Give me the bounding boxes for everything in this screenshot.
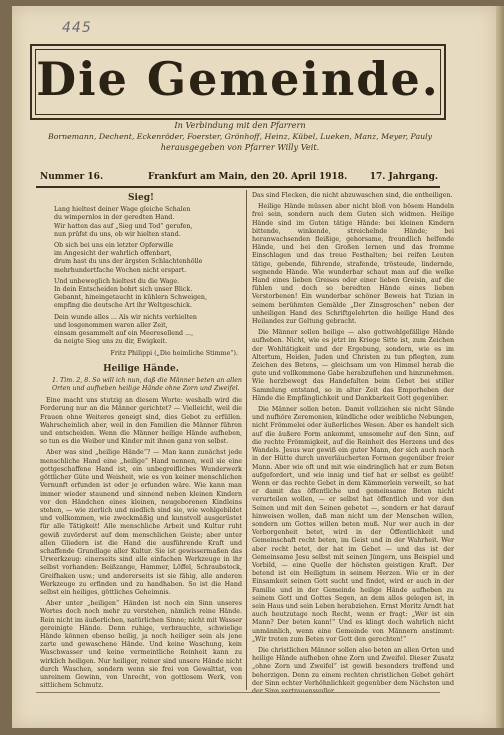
poem-line: Ob sich bei uns ein letzter Opferwille [54,242,174,250]
poem-line: Und unbeweglich hieltest du die Wage. [54,277,180,285]
masthead-line-2: Bornemann, Dechent, Eckenröder, Foerster, Grönhoff, Heinz, Kübel, Lueken, Manz, Meyer, Pauly [47,132,433,141]
article-paragraph: Aber was sind „heilige Hände“? — Man kann zunächst jede menschliche Hand eine „heilige“ Hand nennen, weil sie eine gottgeschaffene Hand ist, ein unbegreifliches Wunderwerk göttlicher Güte und Weisheit, wie es von keiner menschlichen Vernunft erfunden ist oder je erfunden wäre. Wie kann man immer wieder staunend und sinnend neben kleinen Kindern vor den Händchen eines kleinen, neugeborenen Kindleins stehen, — wie zierlich und niedlich sind sie, wie wohlgebildet und vollkommen, wie zweckmäßig und kunstvoll ausgerüstet für alle Tätigkeit! Alle menschliche Arbeit und Kultur ruht gewiß zuvörderst auf dem menschlichen Geiste; aber unter allen Gliedern ist die Hand die ausführende Kraft und schaffende Grundlage aller Kultur. Sie ist gewissermaßen das Urwerkzeug: einerseits sind alle einfachen Werkzeuge in ihr selbst vorhanden: Beißzange, Hammer, Löffel, Schraubstock, Greifhaken usw.; und andererseits ist sie fähig, alle anderen Werkzeuge zu erfinden und zu handhaben. So ist die Hand selbst ein heiliges, göttliches Geheimnis. [40,449,242,596]
poem-line: Gebannt, hineingetaucht in kühlern Schweigen, [54,294,207,302]
article-paragraph: Die christlichen Männer sollen also beten an allen Orten und heilige Hände aufheben ohne Zorn und Zweifel. Dieser Zusatz „ohne Zorn und Zweifel“ ist gewiß besonders treffend und beherzigen. Denn zu einem rechten christlichen Gebet gehört der Sinn echter Verhöhnlichkeit gegenüber dem Nächsten und [252,646,454,687]
bottom-rule [36,692,440,693]
poem-line: Lang hieltest deiner Wage gleiche Schalen [54,206,191,214]
poem-line: da neigte Sieg uns zu dir, Ewigkeit. [54,338,168,346]
poem-line: Dein wunde alles ... Als wir nichts verhielten [54,313,197,321]
poem [54,206,242,346]
article-paragraph: Die Männer sollen beten. Damit vollziehen sie nicht Sünde und nufhöre Zeremonien, kündliche oder weibliche Nebungen, nicht Frömmelei oder äußerliches Wesen. Aber es handelt sich auf die äußere Form ankommt, umsomehr auf den Sinn, auf die rechte Frömmigkeit, auf die Reinheit des Herzens und des Wandels. Jesus war gewiß ein guter Mann, der sich auch nach in der Hütte durch unverläucherten Formen gegenüber freier Mann. Aber wie oft und mit wie eindringlich hat er zum Beten aufgefordert, und wie innig und tief hat er selbst es geübt! Wenn er das rechte Gebet in dem Kämmerlein verweilt, so hat er damit das öffentliche und gemeinsame Beten nicht verurteilen wollen, — er selbst hat öffentlich und vor den Seinen und mit den Seinen gebetet —, sondern er hat darauf hinweisen wollen, daß man nicht um der Menschen willen, sondern um Gottes willen beten muß. Nur wer auch in der Verborgenheit betet, wird in der Öffentlichkeit und Gemeinschaft recht beten, im Geist und in der Wahrheit. Wer aber recht betet, der hat im Gebet — und das ist der Gemeinsame Jesu selbst mit seinen Jüngern, uns Beispiel und Vorbild, — eine Quelle der höchsten geistigen Kraft. Der betend ist ein Heiligtum in seinem Herzen. Wie er in der Einsamkeit seinen Gott sucht und findet, wird er auch in der Familie und in der Gemeinde heilige Hände aufheben zu seinem Gott und Gottes Segen, an dem alles gelegen ist, in sein Haus und sein Leben herabziehen. Ernst Moritz Arndt hat auch heutzutage noch Recht, wenn er fragt: „Wer ist ein Mann? Der beten kann!“ Und es klingt doch wahrlich nicht unmännlich, wenn eine Gemeinde von Männern anstimmt: „Wir treten zum Beten vor Gott den gerechten!“ [252,406,454,643]
poem-credit: Fritz Philippi („Die heimliche Stimme“). [110,350,238,358]
article-epigraph: 1. Tim. 2, 8. So will ich nun, daß die Männer beten an allen Orten und aufheben heilige Hände ohne Zorn und Zweifel. [52,376,242,393]
article-title: Heilige Hände. [103,363,179,374]
column-rule [246,190,247,690]
article-paragraph: Aber unter „heiligen“ Händen ist noch ein Sinn unseres Wortes doch noch mehr zu verstehen, nämlich reine Hände. Rein nicht im äußerlichen, natürlichen Sinne; nicht mit Wasser gereinigte Hände. Denn ruhige, verbrauchte, schwielige Hände können ebenso heilig, ja noch heiliger sein als jene zarte und gewaschene Hände. Und keine Waschung, kein Waschwasser und keine vermeintliche Reinheit kann zu wirklich heiligen. Nur heiliger, reiner sind unsere Hände nicht durch Waschen, sondern wenn sie frei von Gewalttat, von unreinem Gewinn, von Unrecht, von gottlosem Werk, von sittlichem Schmutz. [40,600,242,690]
poem-title: Sieg! [128,193,154,203]
poem-line: im Angesicht der wahrlich offenbart, [54,250,172,258]
article-paragraph: Das sind Flecken, die nicht abzuwaschen sind, die entheiligen. [252,192,453,199]
poem-line: empfing die deutsche Art ihr Weltgeschick. [54,302,193,310]
masthead-frame [30,44,446,120]
left-column [40,192,242,688]
issue-number: Nummer 16. [40,172,104,182]
poem-line: nun prüfst du uns, ob wir hielten stand. [54,230,181,238]
page-edge [496,6,504,728]
article-paragraph: Heilige Hände müssen aber nicht bloß von bösem Handeln frei sein, sondern auch dem Guten sich widmen. Heilige Hände sind im Guten tätige Hände: bei kleinen Kindern bittende, winkende, streichelnde Hände; bei heranwachsenden fleißige, gehorsame, freundlich helfende Hände, und bei den Großen lernen und das fromme Einschlagen und das treue Festhalten; bei reifen Leuten tätige, gebende, führende, strafende, trösteude, lindernde, segnende Hände. Wie wunderbar schaut man auf die welke Hand eines lieben Greises oder einer lieben Greisin, auf die fühlen und doch so beredten Hände eines lieben Verstorbenen! Ein wunderbar schöner Beweis hat Tizian in seinem berühmten Gemälde „Der Zinsgroschen“ neben der unheiligen Hand des Schriftgelehrten die heilige Hand des Heilandes zur Geltung gebracht. [252,203,454,326]
poem-line: einsam gesammelt auf ein Meeresellend ..., [54,330,194,338]
masthead-line-1: In Verbindung mit den Pfarrern [174,120,306,130]
right-column [252,192,454,688]
issue-date: Frankfurt am Main, den 20. April 1918. [148,172,348,182]
pencil-page-number: 445 [62,20,92,36]
article-paragraph: Die Männer sollen heilige — also gottwohlgefällige Hände aufheben. Nicht, wie es jetzt im Kriege Sitte ist, zum Zeichen der Wohltätigkeit und der Ergebung, sondern, wie es im Altertum, Heiden, Juden und Christen zu tun pflegten, zum Zeichen des Betens, — gleichsam um von Himmel herab die gute und vollkommene Gabe herabzuflehen und hinzunehmen. Wie herzbewegt das Handefalten beim Gebet bei stiller Sammlung entstand, so in alter Zeit das Emporheben der Hände die Empfänglichkeit und Dankbarkeit Gott gegenüber. [252,329,454,402]
article-paragraph: Eine macht uns stutzig an diesem Worte: weshalb wird die Forderung nur an die Männer gerichtet? — Vielleicht, weil die Frauen ohne Weiteres geneigt sind, dies Gebot zu erfüllen. Wahrscheinlich aber, weil in den Familien die Männer führen und entscheiden. Wenn die Männer heilige Hände aufheben, so tun es die Weiber und Kinder mit ihnen ganz von selbst. [40,397,242,446]
newspaper-title: Die Gemeinde. [36,52,440,106]
poem-line: mehrhundertfache Wochen nicht erspart. [54,266,187,274]
poem-line: und losgenommen waren aller Zeit, [54,321,168,329]
issue-bar [36,170,440,188]
poem-line: In dein Entscheiden bohrt sich unser Blick. [54,286,193,294]
poem-line: du wimpernlos in der geredten Hand. [54,214,175,222]
poem-line: Wir hatten das auf „Sieg und Tod“ gerufen, [54,222,193,230]
issue-volume: 17. Jahrgang. [369,172,438,182]
poem-line: drum hast du uns der ärgsten Schlachtenhölle [54,258,203,266]
masthead-line-3: herausgegeben von Pfarrer Willy Veit. [160,142,320,152]
